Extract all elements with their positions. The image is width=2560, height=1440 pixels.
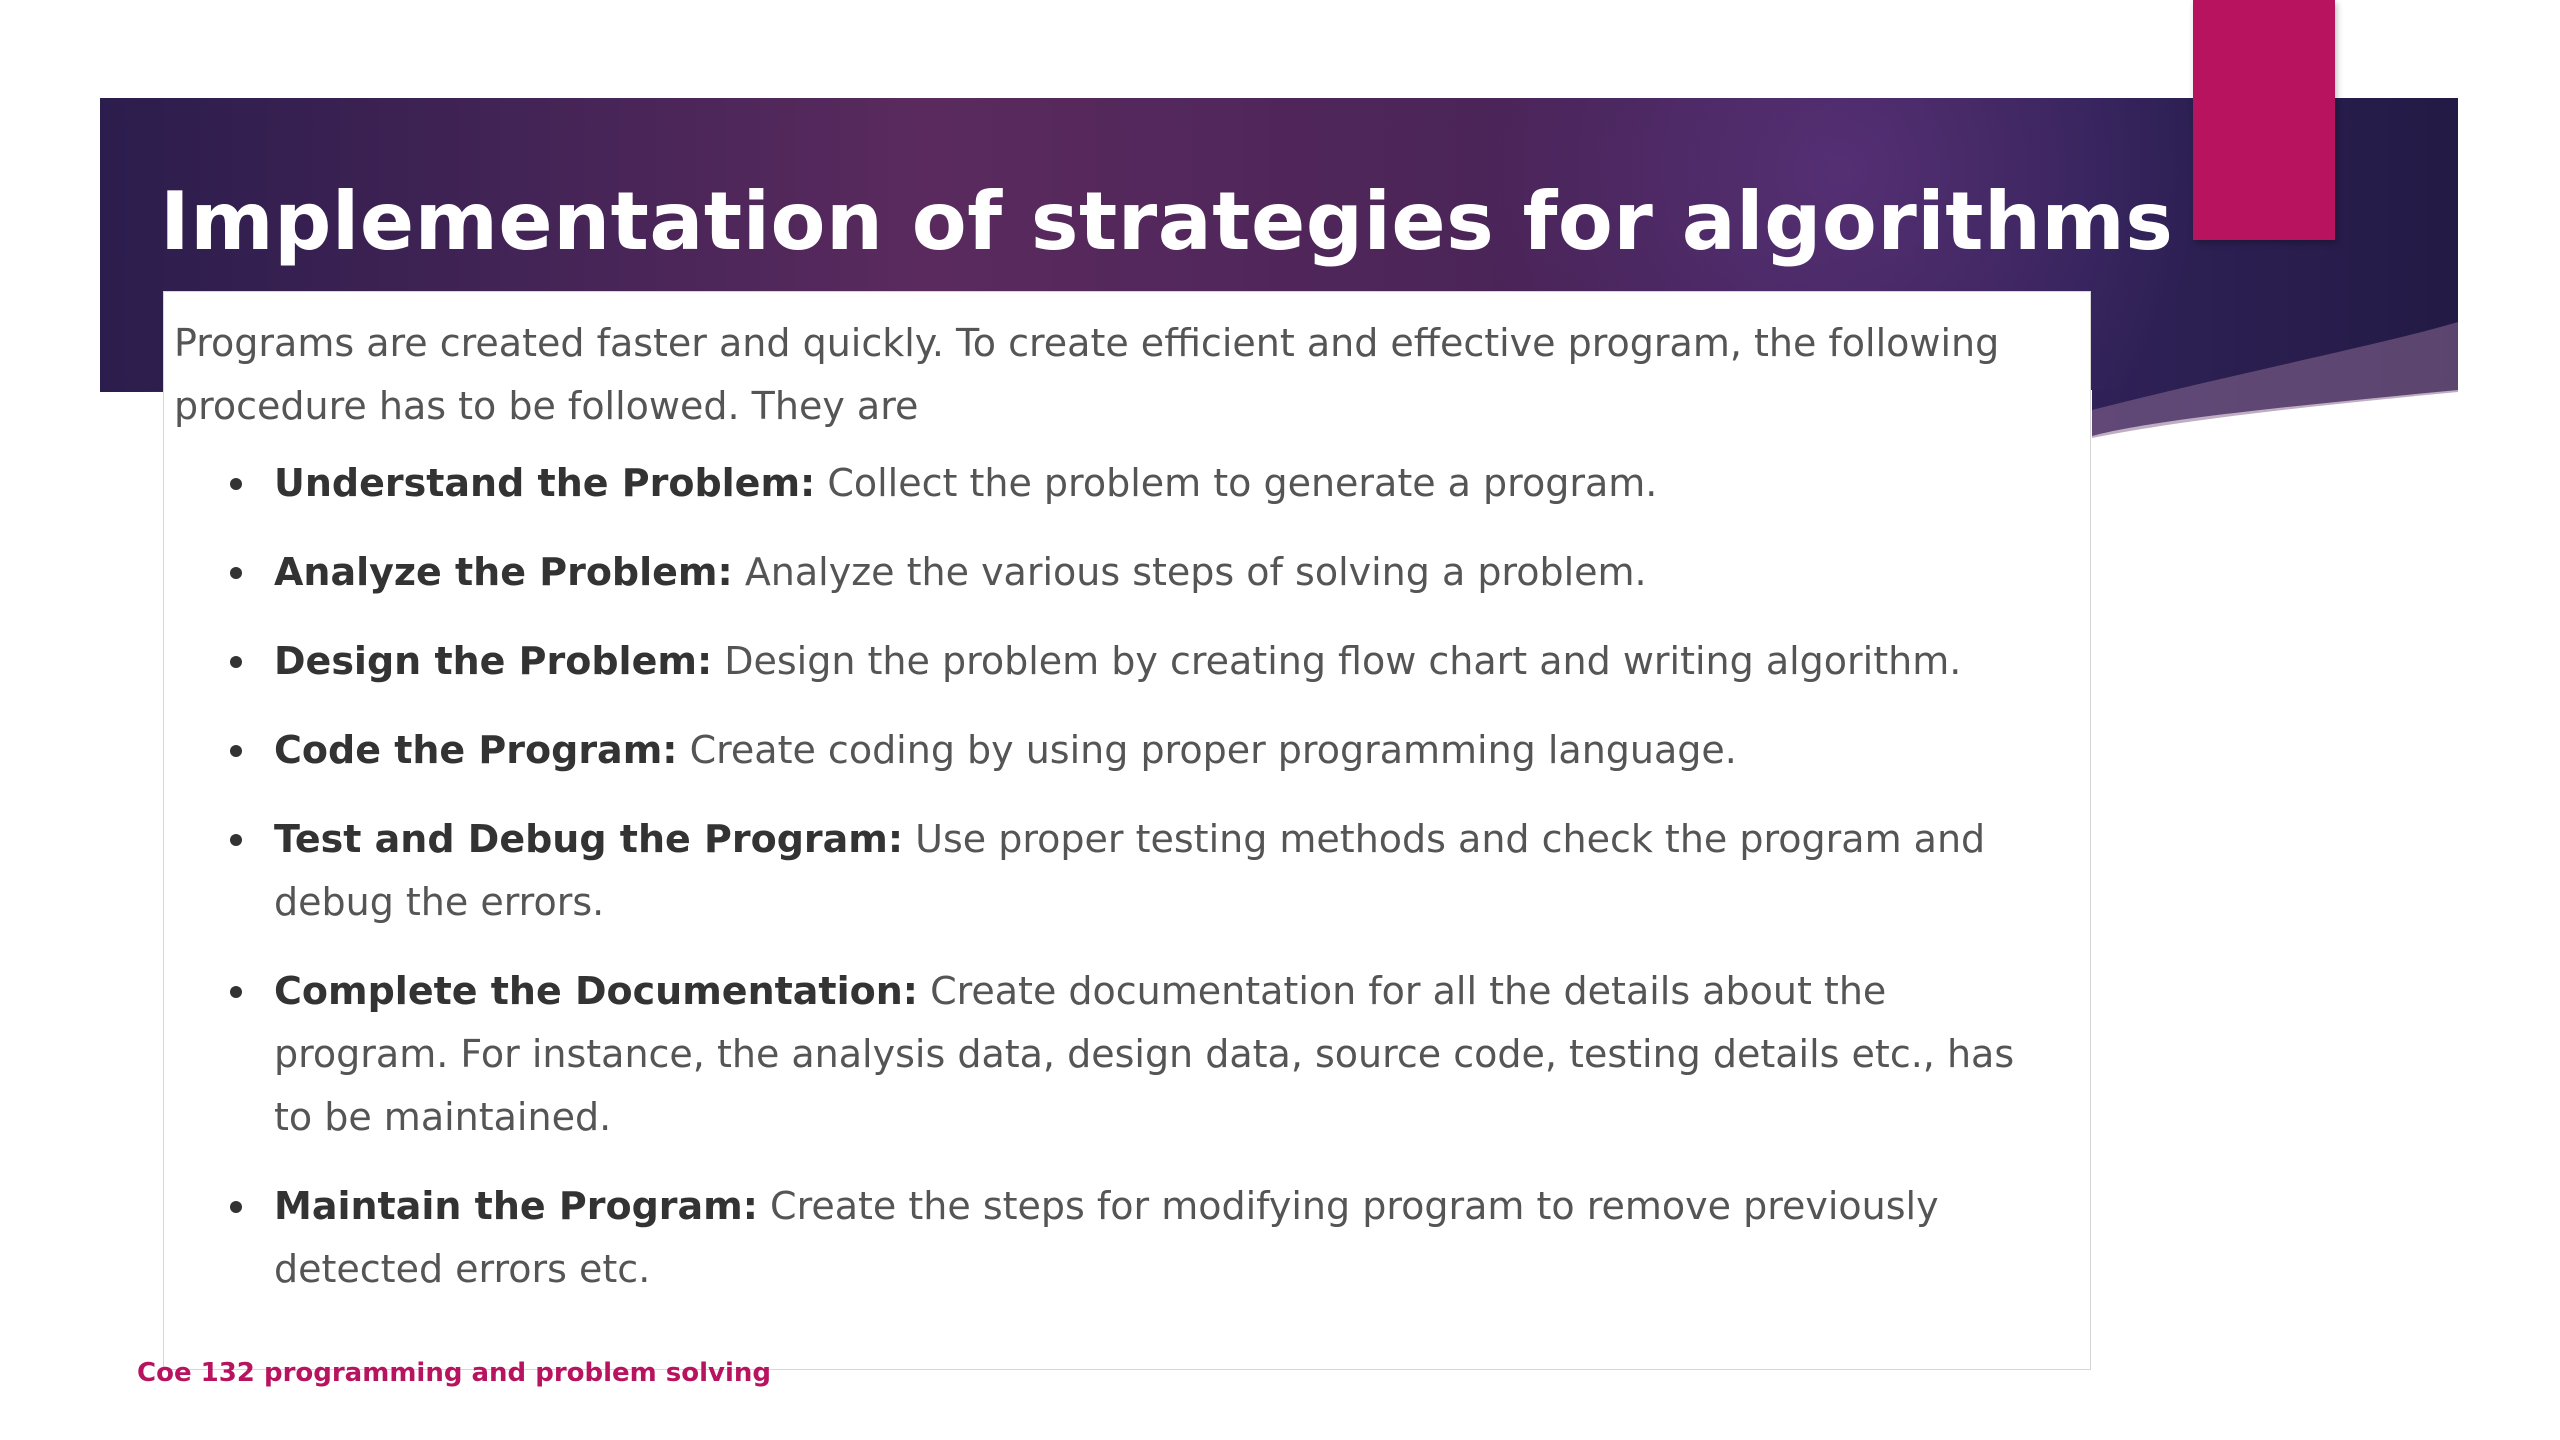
- accent-tab: [2193, 0, 2335, 240]
- bullet-dot-icon: [230, 986, 242, 998]
- content-box: [163, 291, 2091, 1370]
- intro-paragraph: Programs are created faster and quickly. To create efficient and effective program, the following procedure has to be followed. They are: [174, 321, 2000, 428]
- step-description: Analyze the various steps of solving a problem.: [732, 550, 1647, 594]
- step-term: Test and Debug the Program:: [274, 817, 904, 861]
- step-description: Create documentation for all the details about the program. For instance, the analysis data, design data, source code, testing details etc., has to be maintained.: [274, 969, 2015, 1139]
- slide-title: Implementation of strategies for algorithms: [160, 175, 2174, 268]
- steps-list: [164, 452, 2064, 1327]
- step-description: Design the problem by creating flow chart and writing algorithm.: [712, 639, 1962, 683]
- slide-footer: Coe 132 programming and problem solving: [137, 1358, 772, 1388]
- step-term: Complete the Documentation:: [274, 969, 918, 1013]
- step-term: Design the Problem:: [274, 639, 713, 683]
- step-description: Create the steps for modifying program to remove previously detected errors etc.: [274, 1184, 1939, 1291]
- list-item: [274, 1175, 2064, 1301]
- list-item: [274, 452, 2064, 515]
- bullet-dot-icon: [230, 478, 242, 490]
- list-item: [274, 960, 2064, 1149]
- list-item: [274, 541, 2064, 604]
- step-description: Collect the problem to generate a program.: [815, 461, 1658, 505]
- bullet-dot-icon: [230, 1201, 242, 1213]
- step-description: Create coding by using proper programming language.: [677, 728, 1737, 772]
- step-term: Maintain the Program:: [274, 1184, 758, 1228]
- list-item: [274, 630, 2064, 693]
- step-term: Analyze the Problem:: [274, 550, 733, 594]
- bullet-dot-icon: [230, 745, 242, 757]
- step-description: Use proper testing methods and check the program and debug the errors.: [274, 817, 1986, 924]
- bullet-dot-icon: [230, 834, 242, 846]
- step-term: Understand the Problem:: [274, 461, 816, 505]
- bullet-dot-icon: [230, 656, 242, 668]
- step-term: Code the Program:: [274, 728, 678, 772]
- list-item: [274, 719, 2064, 782]
- list-item: [274, 808, 2064, 934]
- bullet-dot-icon: [230, 567, 242, 579]
